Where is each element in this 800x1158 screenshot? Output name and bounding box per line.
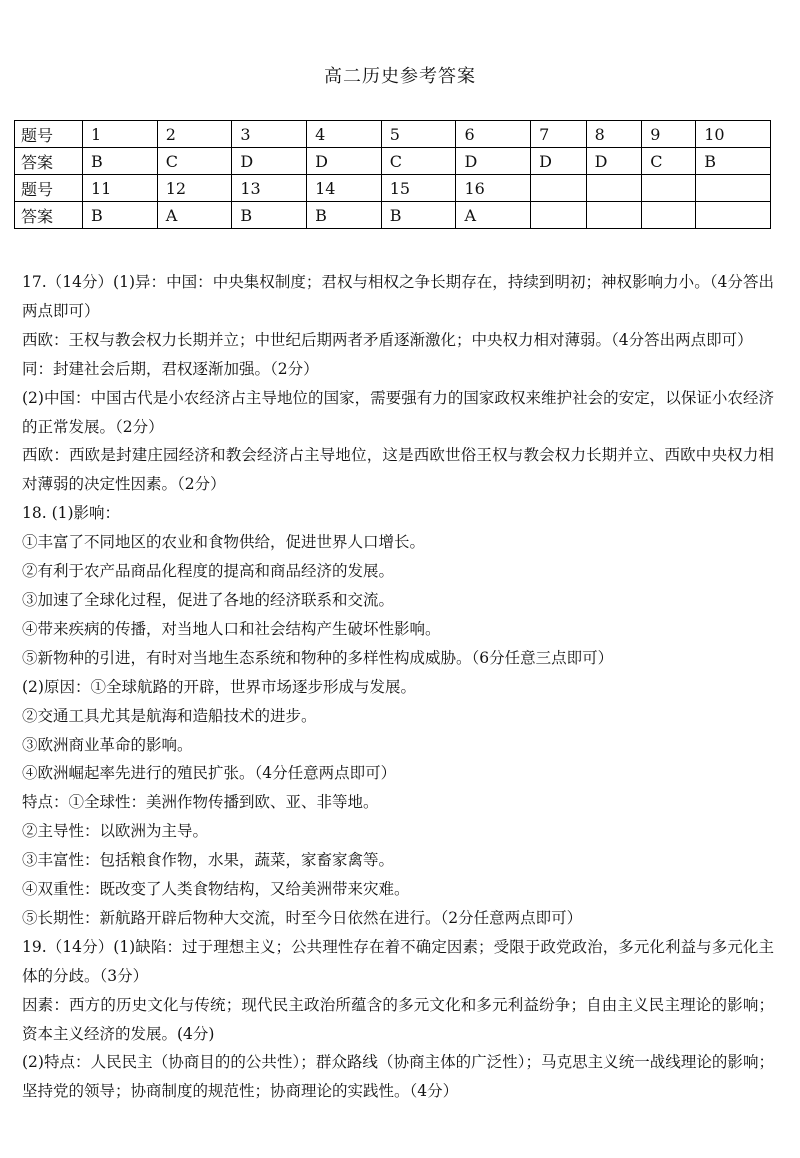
table-cell [642, 175, 696, 202]
answer-line: 因素：西方的历史文化与传统；现代民主政治所蕴含的多元文化和多元利益纷争；自由主义民主理论的影响；资本主义经济的发展。(4分) [22, 995, 774, 1043]
table-cell: C [642, 148, 696, 175]
answer-line: ④欧洲崛起率先进行的殖民扩张。（4分任意两点即可） [22, 764, 397, 783]
table-cell: B [83, 148, 158, 175]
answer-line: ③丰富性：包括粮食作物，水果，蔬菜，家畜家禽等。 [22, 851, 395, 870]
table-cell: B [696, 148, 771, 175]
answer-line: ④双重性：既改变了人类食物结构，又给美洲带来灾难。 [22, 880, 410, 899]
table-cell: D [232, 148, 307, 175]
table-cell: B [83, 202, 158, 229]
table-row [15, 121, 771, 148]
row-label: 题号 [15, 121, 83, 148]
table-cell: A [157, 202, 232, 229]
table-cell: 9 [642, 121, 696, 148]
table-cell: D [456, 148, 531, 175]
table-cell [586, 202, 642, 229]
table-cell: 13 [232, 175, 307, 202]
answer-line: ②交通工具尤其是航海和造船技术的进步。 [22, 706, 317, 725]
answer-line: ⑤新物种的引进，有时对当地生态系统和物种的多样性构成威胁。（6分任意三点即可） [22, 648, 614, 667]
answer-line: (2)特点：人民民主（协商目的的公共性）；群众路线（协商主体的广泛性）；马克思主义统一战线理论的影响；坚持党的领导；协商制度的规范性；协商理论的实践性。（4分） [22, 1053, 774, 1101]
answer-line: ②主导性：以欧洲为主导。 [22, 822, 209, 841]
table-cell: 2 [157, 121, 232, 148]
answer-line: ①丰富了不同地区的农业和食物供给，促进世界人口增长。 [22, 533, 426, 552]
answer-line: 西欧：西欧是封建庄园经济和教会经济占主导地位，这是西欧世俗王权与教会权力长期并立、西欧中央权力相对薄弱的决定性因素。（2分） [22, 446, 774, 494]
answer-line: ⑤长期性：新航路开辟后物种大交流，时至今日依然在进行。（2分任意两点即可） [22, 908, 583, 927]
answer-line: 西欧：王权与教会权力长期并立；中世纪后期两者矛盾逐渐激化；中央权力相对薄弱。（4分答出两点即可） [22, 330, 753, 349]
table-cell: 12 [157, 175, 232, 202]
table-cell: 5 [381, 121, 456, 148]
page-title: 高二历史参考答案 [324, 66, 476, 87]
answer-line: ③欧洲商业革命的影响。 [22, 735, 193, 754]
answer-line: 17.（14分）(1)异：中国：中央集权制度；君权与相权之争长期存在，持续到明初；神权影响力小。（4分答出两点即可） [22, 273, 774, 320]
table-row [15, 148, 771, 175]
answer-line: 19.（14分）(1)缺陷：过于理想主义；公共理性存在着不确定因素；受限于政党政治，多元化利益与多元化主体的分歧。（3分） [22, 937, 774, 985]
row-label: 题号 [15, 175, 83, 202]
table-cell [696, 202, 771, 229]
table-cell: 7 [531, 121, 587, 148]
table-cell: A [456, 202, 531, 229]
table-cell: 8 [586, 121, 642, 148]
answer-line: (2)中国：中国古代是小农经济占主导地位的国家，需要强有力的国家政权来维护社会的安定，以保证小农经济的正常发展。（2分） [22, 388, 774, 436]
table-cell: 14 [307, 175, 382, 202]
table-cell: 15 [381, 175, 456, 202]
table-row [15, 202, 771, 229]
table-cell: 16 [456, 175, 531, 202]
table-cell: D [531, 148, 587, 175]
answer-line: ③加速了全球化过程，促进了各地的经济联系和交流。 [22, 590, 395, 609]
answer-line: 特点：①全球性：美洲作物传播到欧、亚、非等地。 [22, 793, 379, 812]
answer-text [22, 268, 774, 1106]
table-cell [531, 175, 587, 202]
table-cell: 1 [83, 121, 158, 148]
table-cell: C [381, 148, 456, 175]
table-cell: 10 [696, 121, 771, 148]
answer-line: 18. (1)影响： [22, 504, 121, 523]
table-row [15, 175, 771, 202]
table-cell [586, 175, 642, 202]
table-cell [642, 202, 696, 229]
answer-table [14, 120, 771, 229]
table-cell: B [232, 202, 307, 229]
table-cell: 11 [83, 175, 158, 202]
table-cell [531, 202, 587, 229]
row-label: 答案 [15, 202, 83, 229]
answer-line: ④带来疾病的传播，对当地人口和社会结构产生破坏性影响。 [22, 619, 441, 638]
answer-line: (2)原因：①全球航路的开辟，世界市场逐步形成与发展。 [22, 677, 416, 696]
table-cell: 3 [232, 121, 307, 148]
answer-line: 同：封建社会后期，君权逐渐加强。（2分） [22, 359, 319, 378]
table-cell [696, 175, 771, 202]
table-cell: B [307, 202, 382, 229]
table-cell: 6 [456, 121, 531, 148]
row-label: 答案 [15, 148, 83, 175]
table-cell: D [586, 148, 642, 175]
answer-line: ②有利于农产品商品化程度的提高和商品经济的发展。 [22, 562, 395, 581]
table-cell: 4 [307, 121, 382, 148]
table-cell: C [157, 148, 232, 175]
table-cell: D [307, 148, 382, 175]
table-cell: B [381, 202, 456, 229]
